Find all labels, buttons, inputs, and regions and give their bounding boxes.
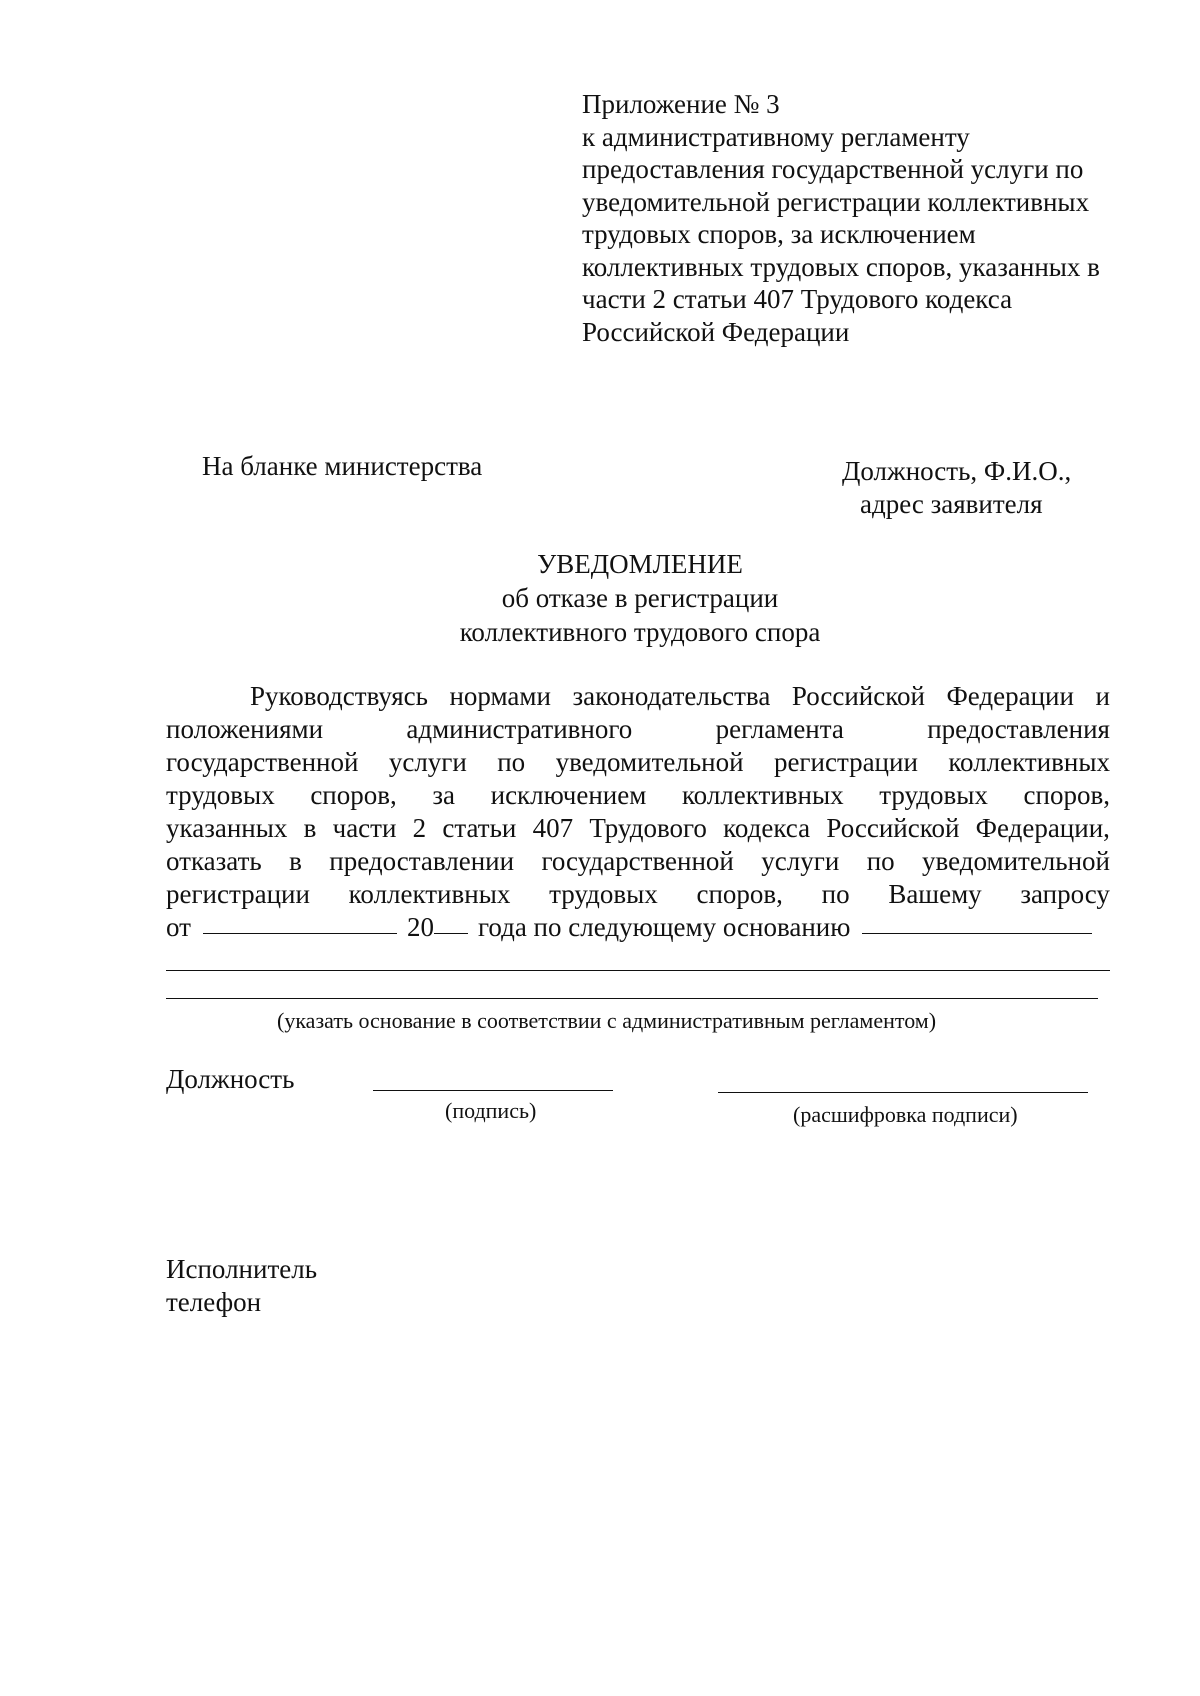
- document-title: УВЕДОМЛЕНИЕ: [537, 549, 743, 579]
- annex-line: трудовых споров, за исключением: [582, 219, 976, 249]
- applicant-position-name: Должность, Ф.И.О.,: [842, 456, 1072, 486]
- word: трудовых: [879, 780, 988, 810]
- annex-line: части 2 статьи 407 Трудового кодекса: [582, 284, 1013, 314]
- body-line-6: [166, 845, 1110, 878]
- word: по: [497, 747, 526, 777]
- word: в: [303, 813, 317, 843]
- basis-line-1[interactable]: [166, 970, 1110, 971]
- document-subtitle-1: об отказе в регистрации: [501, 583, 779, 613]
- word: Федерации,: [975, 813, 1110, 843]
- word: регламента: [715, 714, 844, 744]
- document-subtitle-2: коллективного трудового спора: [459, 617, 821, 647]
- word: 2: [412, 813, 427, 843]
- basis-caption: (указать основание в соответствии с административным регламентом): [277, 1008, 937, 1033]
- word: административного: [406, 714, 633, 744]
- word: кодекса: [723, 813, 811, 843]
- signature-caption: (подпись): [445, 1098, 537, 1123]
- applicant-address: адрес заявителя: [860, 489, 1043, 519]
- word: Российской: [791, 681, 925, 711]
- body-line-7: [166, 878, 1110, 911]
- word: по: [821, 879, 850, 909]
- word: государственной: [541, 846, 734, 876]
- word: указанных: [166, 813, 288, 843]
- word: споров,: [310, 780, 397, 810]
- word: споров,: [1023, 780, 1110, 810]
- word: государственной: [166, 747, 359, 777]
- signature-decoding-line[interactable]: [718, 1092, 1088, 1093]
- word: Федерации: [946, 681, 1074, 711]
- basis-phrase: года по следующему основанию: [477, 912, 851, 942]
- request-date-blank[interactable]: [203, 911, 397, 934]
- word: за: [432, 780, 456, 810]
- annex-block: [582, 88, 1182, 348]
- word: Трудового: [589, 813, 707, 843]
- phone-label: телефон: [166, 1287, 262, 1317]
- word-from: от: [166, 912, 191, 942]
- ministry-letterhead-label: На бланке министерства: [202, 451, 483, 481]
- body-line-5: [166, 812, 1110, 845]
- word: части: [332, 813, 397, 843]
- body-line-1: [166, 680, 1110, 713]
- word: запросу: [1020, 879, 1110, 909]
- annex-line: предоставления государственной услуги по: [582, 154, 1084, 184]
- word: 407: [532, 813, 574, 843]
- signature-line[interactable]: [373, 1090, 613, 1091]
- word: статьи: [442, 813, 517, 843]
- signature-decoding-caption: (расшифровка подписи): [793, 1102, 1018, 1127]
- word: предоставления: [927, 714, 1110, 744]
- body-line-3: [166, 746, 1110, 779]
- annex-line: коллективных трудовых споров, указанных в: [582, 251, 1100, 282]
- body-line-2: [166, 713, 1110, 746]
- word: коллективных: [348, 879, 511, 909]
- annex-line: Приложение № 3: [582, 89, 780, 119]
- word: трудовых: [549, 879, 658, 909]
- word: нормами: [449, 681, 551, 711]
- executor-label: Исполнитель: [166, 1254, 318, 1284]
- word: споров,: [696, 879, 783, 909]
- word: услуги: [761, 846, 840, 876]
- word: Российской: [826, 813, 960, 843]
- signatory-position-label: Должность: [166, 1064, 295, 1094]
- body-line-8: [166, 911, 1110, 944]
- word: Руководствуясь: [250, 681, 428, 711]
- word: положениями: [166, 714, 324, 744]
- word: регистрации: [166, 879, 310, 909]
- word: трудовых: [166, 780, 275, 810]
- annex-line: к административному регламенту: [582, 121, 970, 152]
- body-paragraph: [166, 680, 1110, 944]
- word: исключением: [490, 780, 647, 810]
- word: предоставлении: [329, 846, 515, 876]
- word: отказать: [166, 846, 262, 876]
- word: коллективных: [681, 780, 844, 810]
- word: уведомительной: [555, 747, 744, 777]
- word: регистрации: [773, 747, 918, 777]
- word: законодательства: [572, 681, 771, 711]
- annex-line: Российской Федерации: [582, 316, 850, 347]
- body-line-4: [166, 779, 1110, 812]
- word: Вашему: [888, 879, 982, 909]
- year-prefix: 20: [406, 912, 434, 942]
- word: услуги: [388, 747, 467, 777]
- basis-line-2[interactable]: [166, 998, 1098, 999]
- annex-line: уведомительной регистрации коллективных: [582, 186, 1090, 217]
- year-suffix-blank[interactable]: [434, 911, 468, 934]
- word: по: [866, 846, 895, 876]
- basis-blank[interactable]: [862, 911, 1092, 934]
- word: в: [289, 846, 302, 876]
- word: уведомительной: [922, 846, 1110, 876]
- word: и: [1095, 681, 1110, 711]
- word: коллективных: [948, 747, 1110, 777]
